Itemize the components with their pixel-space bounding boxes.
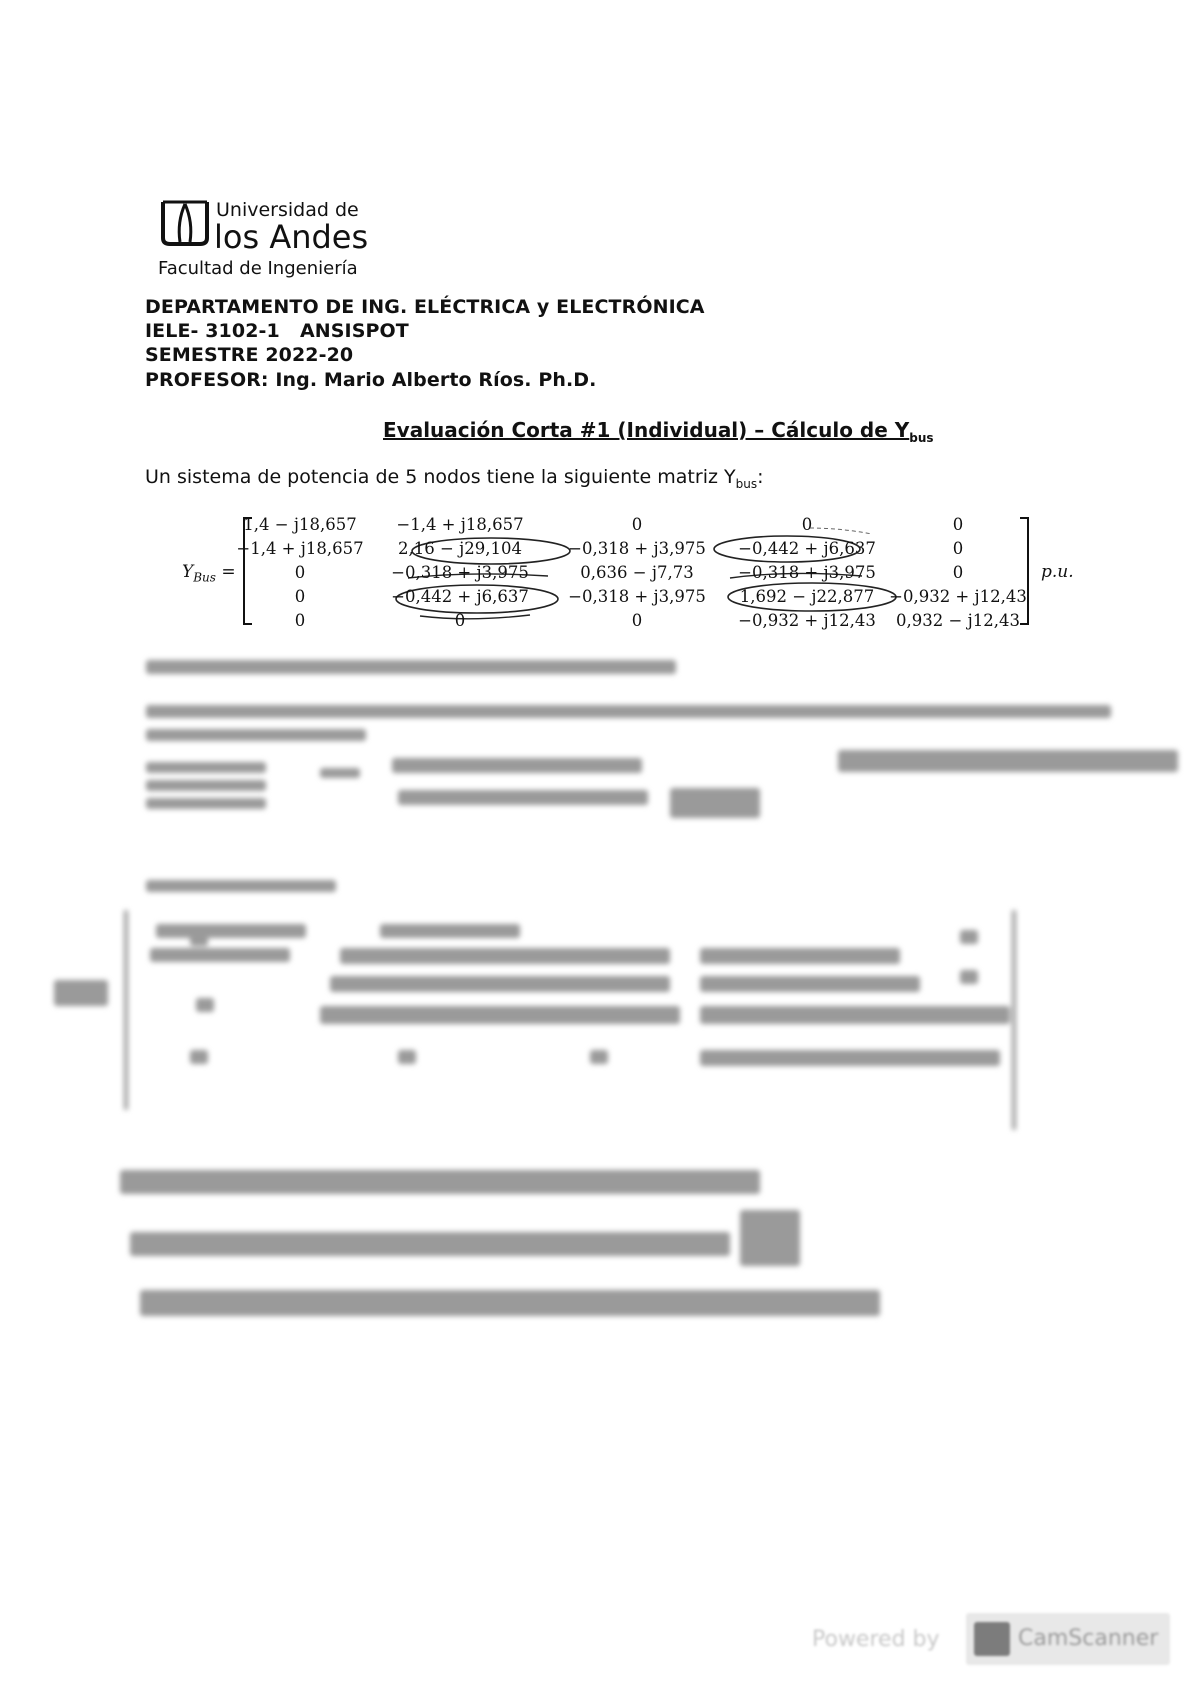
title-sub: bus xyxy=(909,431,934,445)
matrix-cell: 0,636 − j7,73 xyxy=(580,563,694,582)
matrix-cell: 0 xyxy=(952,563,964,582)
matrix-label-main: Y xyxy=(182,562,194,582)
matrix-cell: −0,442 + j6,637 xyxy=(391,587,529,606)
matrix-cell: −1,4 + j18,657 xyxy=(236,539,364,558)
matrix-cell: −0,318 + j3,975 xyxy=(738,563,876,582)
matrix-equals: = xyxy=(221,562,236,582)
camscanner-brand: CamScanner xyxy=(1018,1626,1159,1651)
matrix-cell: 0 xyxy=(454,611,466,630)
unit-label: p.u. xyxy=(1041,562,1074,582)
matrix-cell: −0,932 + j12,43 xyxy=(738,611,876,630)
intro-main: Un sistema de potencia de 5 nodos tiene la siguiente matriz Y xyxy=(145,466,736,488)
matrix-cell: 0 xyxy=(631,515,643,534)
matrix-cell: 0 xyxy=(294,611,306,630)
matrix-cell: 0 xyxy=(631,611,643,630)
matrix-cell: 1,4 − j18,657 xyxy=(243,515,357,534)
matrix-cell: −0,442 + j6,637 xyxy=(738,539,876,558)
university-name-line1: Universidad de xyxy=(216,199,359,221)
matrix-cell: 0 xyxy=(952,539,964,558)
professor-line: PROFESOR: Ing. Mario Alberto Ríos. Ph.D. xyxy=(145,369,597,391)
intro-sub: bus xyxy=(735,476,758,491)
intro-suffix: : xyxy=(757,466,764,488)
matrix-cell: 0 xyxy=(952,515,964,534)
semester-line: SEMESTRE 2022-20 xyxy=(145,344,354,366)
title-text: Evaluación Corta #1 (Individual) – Cálculo de Y xyxy=(383,418,910,442)
matrix-cell: −1,4 + j18,657 xyxy=(396,515,524,534)
camscanner-icon xyxy=(974,1622,1010,1656)
matrix-label-sub: Bus xyxy=(193,570,216,585)
university-name-line2: los Andes xyxy=(214,218,369,256)
matrix-cell: 2,16 − j29,104 xyxy=(398,539,522,558)
faculty-name: Facultad de Ingeniería xyxy=(158,258,358,279)
matrix-cell: −0,318 + j3,975 xyxy=(568,587,706,606)
course-line: IELE- 3102-1 ANSISPOT xyxy=(145,320,409,342)
powered-by-text: Powered by xyxy=(812,1627,940,1652)
matrix-cell: 0 xyxy=(801,515,813,534)
handwritten-answer-region xyxy=(0,640,1190,1320)
department-line: DEPARTAMENTO DE ING. ELÉCTRICA y ELECTRÓNICA xyxy=(145,296,705,318)
camscanner-badge xyxy=(966,1613,1170,1665)
matrix-cell: 0 xyxy=(294,563,306,582)
matrix-cell: −0,932 + j12,43 xyxy=(889,587,1027,606)
matrix-cell: −0,318 + j3,975 xyxy=(568,539,706,558)
matrix-cell: 0,932 − j12,43 xyxy=(896,611,1020,630)
matrix-cell: 0 xyxy=(294,587,306,606)
matrix-cell: −0,318 + j3,975 xyxy=(391,563,529,582)
matrix-cell: 1,692 − j22,877 xyxy=(739,587,875,606)
